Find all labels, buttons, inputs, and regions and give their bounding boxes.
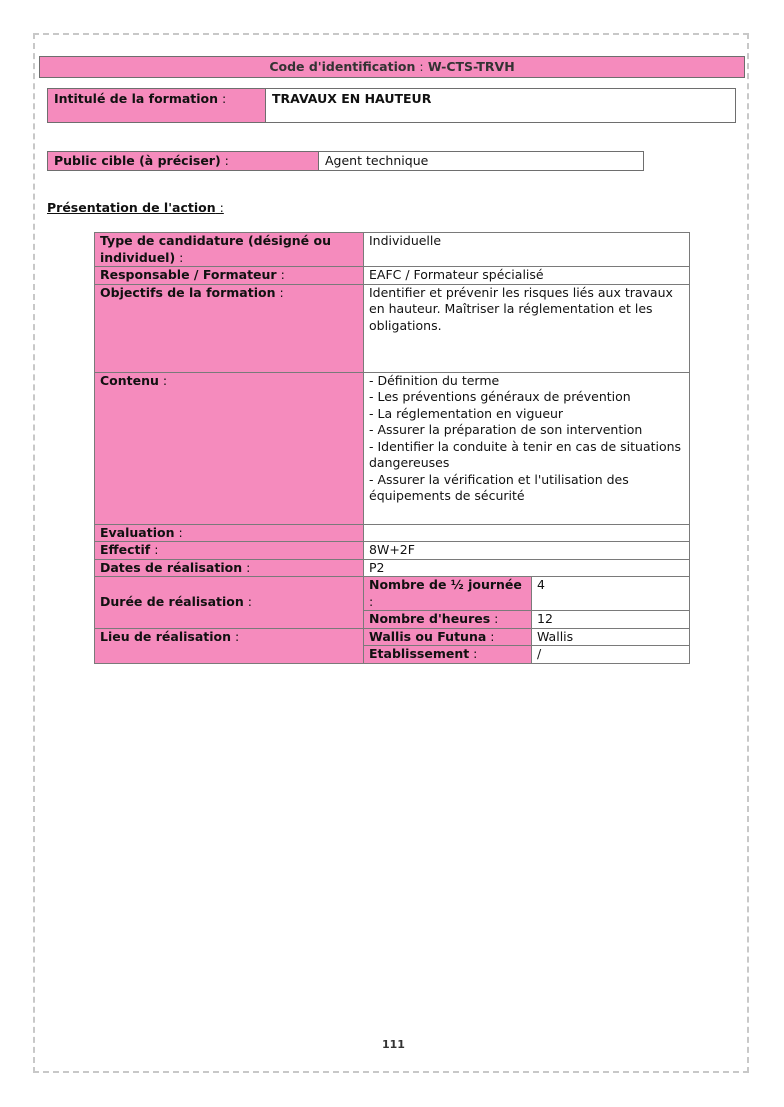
label-cell	[95, 284, 364, 372]
sub-label-cell	[364, 611, 532, 629]
label: Effectif	[100, 542, 151, 557]
presentation-table	[94, 232, 690, 664]
label: Etablissement	[369, 646, 470, 661]
label-cell	[95, 559, 364, 577]
label: Type de candidature (désigné ou individuel)	[100, 233, 331, 265]
colon: :	[490, 611, 499, 626]
colon: :	[220, 153, 229, 168]
colon: :	[243, 594, 252, 609]
label: Durée de réalisation	[100, 594, 244, 609]
table-row-evaluation	[95, 524, 690, 542]
label: Wallis ou Futuna	[369, 628, 487, 644]
colon: :	[218, 91, 227, 106]
contenu-item: - Assurer la vérification et l'utilisation des équipements de sécurité	[369, 471, 629, 503]
colon: :	[158, 372, 168, 388]
contenu-item: - Les préventions généraux de prévention	[369, 389, 631, 404]
intitule-label: Intitulé de la formation	[54, 91, 219, 106]
colon: :	[415, 59, 424, 74]
colon: :	[369, 593, 374, 609]
colon: :	[242, 559, 251, 575]
value-cell: 8W+2F	[364, 542, 690, 560]
value-cell: Individuelle	[364, 233, 690, 267]
page-number: 111	[382, 1038, 405, 1051]
label: Lieu de réalisation	[100, 628, 232, 644]
table-row-dates	[95, 559, 690, 577]
sub-label-cell	[364, 628, 532, 646]
colon: :	[174, 524, 183, 540]
sub-label-cell	[364, 577, 532, 611]
table-row-contenu	[95, 372, 690, 524]
intitule-row	[47, 88, 736, 123]
value-cell: Wallis	[532, 628, 690, 646]
colon: :	[215, 200, 224, 215]
label-cell	[95, 577, 364, 629]
colon: :	[175, 249, 184, 265]
colon: :	[275, 284, 284, 300]
colon: :	[469, 646, 478, 661]
table-row-type-candidature	[95, 233, 690, 267]
value-cell: 4	[532, 577, 690, 611]
label-cell	[95, 524, 364, 542]
intitule-label-cell	[48, 89, 266, 122]
colon: :	[276, 267, 285, 282]
label: Responsable / Formateur	[100, 267, 277, 282]
code-value: W-CTS-TRVH	[427, 59, 515, 74]
label-cell	[95, 267, 364, 285]
table-row-responsable	[95, 267, 690, 285]
label-cell	[95, 542, 364, 560]
table-row-lieu	[95, 628, 690, 646]
public-cible-row	[47, 151, 644, 171]
intitule-value: TRAVAUX EN HAUTEUR	[272, 91, 432, 106]
sub-label-cell	[364, 646, 532, 664]
contenu-item: - Définition du terme	[369, 372, 500, 388]
value-cell	[364, 372, 690, 524]
section-title	[47, 200, 224, 215]
label-cell	[95, 372, 364, 524]
colon: :	[231, 628, 240, 644]
value-cell: P2	[364, 559, 690, 577]
table-row-effectif	[95, 542, 690, 560]
colon: :	[150, 542, 159, 557]
label: Objectifs de la formation	[100, 284, 276, 300]
value-cell: /	[532, 646, 690, 664]
contenu-item: - Identifier la conduite à tenir en cas de situations dangereuses	[369, 438, 682, 470]
contenu-item: - La réglementation en vigueur	[369, 405, 564, 421]
label: Nombre d'heures	[369, 611, 491, 626]
value-cell	[364, 524, 690, 542]
table-row-duree	[95, 577, 690, 611]
code-label: Code d'identification	[269, 59, 416, 74]
label: Evaluation	[100, 524, 175, 540]
value-cell: Identifier et prévenir les risques liés aux travaux en hauteur. Maîtriser la réglementation et les obligations.	[364, 284, 690, 372]
label-cell	[95, 628, 364, 663]
table-row-objectifs	[95, 284, 690, 372]
colon: :	[486, 628, 495, 644]
code-identification-bar	[39, 56, 745, 78]
label: Contenu	[100, 372, 159, 388]
public-cible-label-cell	[48, 152, 319, 170]
public-cible-label: Public cible (à préciser)	[54, 153, 221, 168]
label: Dates de réalisation	[100, 559, 243, 575]
section-title-text: Présentation de l'action	[47, 200, 216, 215]
label: Nombre de ½ journée	[369, 577, 522, 592]
public-cible-value: Agent technique	[325, 153, 429, 168]
contenu-item: - Assurer la préparation de son intervention	[369, 422, 643, 437]
value-cell: EAFC / Formateur spécialisé	[364, 267, 690, 285]
value-cell: 12	[532, 611, 690, 629]
label-cell	[95, 233, 364, 267]
